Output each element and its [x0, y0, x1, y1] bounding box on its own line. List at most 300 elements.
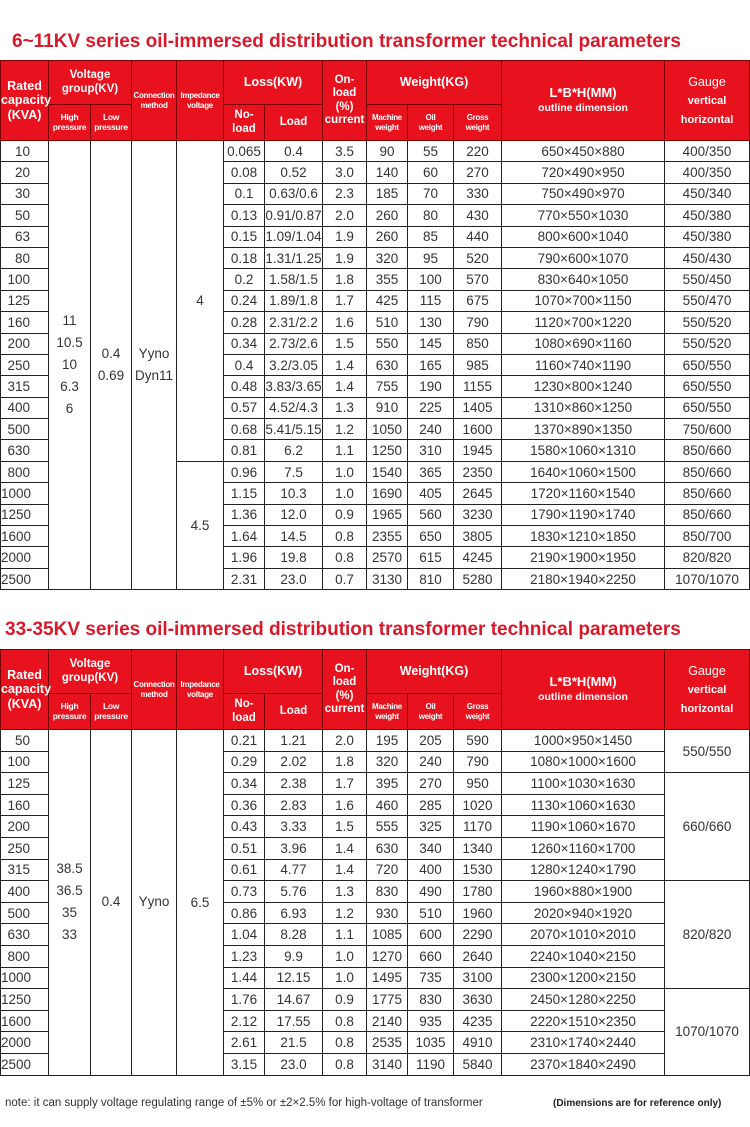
cell-gauge: 550/550 — [665, 730, 750, 773]
cell-dimension: 1070×700×1150 — [502, 290, 665, 311]
cell-gross-weight: 270 — [454, 162, 502, 183]
header-load: Load — [265, 694, 323, 730]
cell-capacity: 315 — [1, 376, 49, 397]
cell-current: 2.3 — [323, 183, 367, 204]
cell-oil-weight: 240 — [408, 751, 454, 773]
cell-no-load: 2.12 — [224, 1010, 265, 1032]
cell-gross-weight: 520 — [454, 247, 502, 268]
cell-oil-weight: 95 — [408, 247, 454, 268]
cell-current: 0.8 — [323, 1010, 367, 1032]
cell-no-load: 0.28 — [224, 312, 265, 333]
cell-load: 6.93 — [265, 902, 323, 924]
cell-dimension: 1120×700×1220 — [502, 312, 665, 333]
header-gauge — [665, 61, 750, 141]
cell-machine-weight: 3130 — [367, 568, 408, 589]
cell-gross-weight: 1020 — [454, 794, 502, 816]
cell-oil-weight: 400 — [408, 859, 454, 881]
cell-gross-weight: 1530 — [454, 859, 502, 881]
header-rated-capacity — [1, 61, 52, 141]
cell-high-pressure — [49, 730, 91, 1076]
cell-oil-weight: 190 — [408, 376, 454, 397]
cell-no-load: 0.48 — [224, 376, 265, 397]
cell-machine-weight: 1250 — [367, 440, 408, 461]
cell-capacity: 200 — [1, 333, 49, 354]
header-line: Rated — [7, 78, 42, 93]
header-impedance-voltage — [177, 650, 224, 730]
header-loss: Loss(KW) — [224, 650, 323, 694]
header-line: pressure — [52, 121, 87, 132]
cell-current: 1.9 — [323, 226, 367, 247]
header-line: (%) — [335, 689, 354, 702]
cell-capacity: 20 — [1, 162, 49, 183]
header-line: outline dimension — [538, 690, 628, 703]
cell-dimension: 1280×1240×1790 — [502, 859, 665, 881]
header-line: pressure — [94, 710, 128, 721]
cell-gross-weight: 2350 — [454, 461, 502, 482]
cell-load: 2.73/2.6 — [265, 333, 323, 354]
header-low-pressure — [91, 694, 132, 730]
cell-load: 0.63/0.6 — [265, 183, 323, 204]
header-high-pressure — [49, 105, 91, 141]
cell-capacity: 100 — [1, 751, 49, 773]
cell-current: 0.8 — [323, 1032, 367, 1054]
cell-oil-weight: 325 — [408, 816, 454, 838]
cell-capacity: 10 — [1, 141, 49, 162]
cell-gross-weight: 1960 — [454, 902, 502, 924]
cell-gauge: 450/340 — [665, 183, 750, 204]
cell-oil-weight: 55 — [408, 141, 454, 162]
header-line: pressure — [94, 121, 128, 132]
cell-gross-weight: 1780 — [454, 881, 502, 903]
cell-oil-weight: 340 — [408, 837, 454, 859]
cell-gross-weight: 790 — [454, 751, 502, 773]
header-line: voltage — [187, 100, 213, 110]
cell-current: 1.7 — [323, 290, 367, 311]
header-onload-current — [323, 61, 367, 141]
cell-capacity: 1000 — [1, 483, 49, 504]
header-machine-weight — [367, 694, 408, 730]
cell-no-load: 0.18 — [224, 247, 265, 268]
cell-gross-weight: 440 — [454, 226, 502, 247]
cell-no-load: 2.61 — [224, 1032, 265, 1054]
cell-load: 1.21 — [265, 730, 323, 752]
cell-current: 1.4 — [323, 376, 367, 397]
header-load: Load — [265, 105, 323, 141]
header-line: outline dimension — [538, 101, 628, 114]
cell-current: 1.6 — [323, 312, 367, 333]
cell-current: 2.0 — [323, 730, 367, 752]
cell-machine-weight: 1085 — [367, 924, 408, 946]
header-onload-current — [323, 650, 367, 730]
cell-oil-weight: 240 — [408, 419, 454, 440]
header-line: Voltage — [69, 658, 111, 671]
cell-no-load: 1.15 — [224, 483, 265, 504]
cell-capacity: 315 — [1, 859, 49, 881]
cell-load: 0.52 — [265, 162, 323, 183]
header-line: (KVA) — [7, 696, 42, 711]
cell-no-load: 0.73 — [224, 881, 265, 903]
cell-gauge: 820/820 — [665, 547, 750, 568]
cell-dimension: 1830×1210×1850 — [502, 526, 665, 547]
header-machine-weight — [367, 105, 408, 141]
cell-capacity: 2000 — [1, 1032, 49, 1054]
cell-no-load: 0.21 — [224, 730, 265, 752]
cell-current: 1.8 — [323, 751, 367, 773]
cell-gauge: 850/660 — [665, 461, 750, 482]
cell-oil-weight: 205 — [408, 730, 454, 752]
header-no-load: No-load — [224, 694, 265, 730]
cell-current: 1.5 — [323, 816, 367, 838]
header-line: Impedance — [180, 680, 220, 690]
table2-title: 33-35KV series oil-immersed distribution transformer technical parameters — [5, 619, 681, 640]
cell-capacity: 400 — [1, 881, 49, 903]
cell-connection-method — [132, 730, 177, 1076]
cell-gross-weight: 2640 — [454, 945, 502, 967]
header-line: group(KV) — [61, 82, 119, 95]
cell-load: 23.0 — [265, 1053, 323, 1075]
cell-machine-weight: 910 — [367, 397, 408, 418]
cell-gross-weight: 2645 — [454, 483, 502, 504]
header-line: Gross — [466, 702, 489, 712]
header-loss: Loss(KW) — [224, 61, 323, 105]
cell-oil-weight: 810 — [408, 568, 454, 589]
cell-current: 1.8 — [323, 269, 367, 290]
cell-machine-weight: 930 — [367, 902, 408, 924]
cell-gross-weight: 1945 — [454, 440, 502, 461]
table-row — [1, 141, 750, 162]
cell-oil-weight: 490 — [408, 881, 454, 903]
cell-gauge: 550/520 — [665, 333, 750, 354]
merged-line: 35 — [61, 905, 78, 921]
cell-dimension: 1160×740×1190 — [502, 354, 665, 375]
cell-no-load: 1.76 — [224, 989, 265, 1011]
cell-no-load: 0.43 — [224, 816, 265, 838]
cell-machine-weight: 1690 — [367, 483, 408, 504]
merged-line: 6.3 — [60, 379, 79, 395]
cell-gross-weight: 675 — [454, 290, 502, 311]
cell-machine-weight: 2535 — [367, 1032, 408, 1054]
cell-capacity: 250 — [1, 837, 49, 859]
merged-line: 33 — [61, 927, 78, 943]
cell-no-load: 0.81 — [224, 440, 265, 461]
cell-gross-weight: 2290 — [454, 924, 502, 946]
merged-line: 11 — [62, 313, 77, 329]
header-high-pressure — [49, 694, 91, 730]
header-line: L*B*H(MM) — [549, 674, 617, 690]
cell-load: 3.83/3.65 — [265, 376, 323, 397]
header-line: current — [324, 702, 365, 715]
cell-oil-weight: 1035 — [408, 1032, 454, 1054]
cell-low-pressure — [91, 730, 132, 1076]
cell-dimension: 1130×1060×1630 — [502, 794, 665, 816]
cell-no-load: 0.08 — [224, 162, 265, 183]
cell-machine-weight: 2355 — [367, 526, 408, 547]
header-line: (%) — [335, 100, 354, 113]
cell-load: 3.2/3.05 — [265, 354, 323, 375]
cell-current: 1.0 — [323, 967, 367, 989]
header-voltage-group — [49, 61, 132, 105]
cell-gross-weight: 950 — [454, 773, 502, 795]
cell-load: 2.02 — [265, 751, 323, 773]
cell-capacity: 160 — [1, 312, 49, 333]
cell-gross-weight: 1340 — [454, 837, 502, 859]
cell-machine-weight: 460 — [367, 794, 408, 816]
header-oil-weight — [408, 105, 454, 141]
cell-gross-weight: 850 — [454, 333, 502, 354]
cell-load: 4.52/4.3 — [265, 397, 323, 418]
header-gross-weight — [454, 694, 502, 730]
cell-current: 1.2 — [323, 419, 367, 440]
cell-machine-weight: 510 — [367, 312, 408, 333]
cell-oil-weight: 270 — [408, 773, 454, 795]
cell-oil-weight: 310 — [408, 440, 454, 461]
cell-gauge: 650/550 — [665, 376, 750, 397]
cell-current: 1.7 — [323, 773, 367, 795]
cell-gross-weight: 220 — [454, 141, 502, 162]
header-line: Voltage — [69, 69, 111, 82]
cell-load: 0.4 — [265, 141, 323, 162]
table1-title: 6~11KV series oil-immersed distribution transformer technical parameters — [12, 31, 681, 52]
cell-load: 10.3 — [265, 483, 323, 504]
header-line: voltage — [187, 689, 213, 699]
cell-current: 1.6 — [323, 794, 367, 816]
cell-gauge: 750/600 — [665, 419, 750, 440]
header-line: vertical — [687, 684, 727, 697]
cell-no-load: 0.51 — [224, 837, 265, 859]
cell-no-load: 0.36 — [224, 794, 265, 816]
merged-line: Yyno — [138, 894, 170, 910]
cell-capacity: 250 — [1, 354, 49, 375]
header-line: capacity — [1, 682, 52, 697]
cell-no-load: 0.15 — [224, 226, 265, 247]
cell-oil-weight: 660 — [408, 945, 454, 967]
cell-machine-weight: 720 — [367, 859, 408, 881]
cell-gauge: 1070/1070 — [665, 568, 750, 589]
cell-dimension: 1960×880×1900 — [502, 881, 665, 903]
cell-gross-weight: 790 — [454, 312, 502, 333]
cell-no-load: 1.44 — [224, 967, 265, 989]
cell-capacity: 1250 — [1, 989, 49, 1011]
cell-oil-weight: 85 — [408, 226, 454, 247]
merged-line: 0.4 — [101, 346, 121, 362]
header-impedance-voltage — [177, 61, 224, 141]
cell-oil-weight: 70 — [408, 183, 454, 204]
header-line: Machine — [372, 702, 402, 712]
header-weight: Weight(KG) — [367, 61, 502, 105]
cell-gauge: 550/450 — [665, 269, 750, 290]
cell-oil-weight: 80 — [408, 205, 454, 226]
cell-dimension: 1080×1000×1600 — [502, 751, 665, 773]
cell-dimension: 800×600×1040 — [502, 226, 665, 247]
cell-gauge: 850/700 — [665, 526, 750, 547]
cell-dimension: 750×490×970 — [502, 183, 665, 204]
header-line: weight — [375, 122, 399, 132]
header-line: Oil — [425, 113, 436, 123]
cell-capacity: 125 — [1, 773, 49, 795]
cell-capacity: 200 — [1, 816, 49, 838]
cell-current: 1.0 — [323, 945, 367, 967]
header-line: High — [60, 111, 79, 122]
cell-no-load: 0.57 — [224, 397, 265, 418]
header-line: pressure — [52, 710, 87, 721]
merged-line: 0.4 — [101, 894, 121, 910]
header-line: L*B*H(MM) — [549, 85, 617, 101]
cell-dimension: 1720×1160×1540 — [502, 483, 665, 504]
cell-no-load: 0.86 — [224, 902, 265, 924]
cell-no-load: 1.96 — [224, 547, 265, 568]
cell-current: 1.1 — [323, 924, 367, 946]
cell-capacity: 50 — [1, 205, 49, 226]
cell-machine-weight: 2140 — [367, 1010, 408, 1032]
cell-machine-weight: 1775 — [367, 989, 408, 1011]
cell-no-load: 0.1 — [224, 183, 265, 204]
cell-gross-weight: 1405 — [454, 397, 502, 418]
cell-current: 1.0 — [323, 483, 367, 504]
cell-capacity: 125 — [1, 290, 49, 311]
cell-capacity: 2500 — [1, 1053, 49, 1075]
cell-gross-weight: 985 — [454, 354, 502, 375]
cell-gauge: 400/350 — [665, 162, 750, 183]
cell-machine-weight: 1540 — [367, 461, 408, 482]
cell-gauge: 450/380 — [665, 226, 750, 247]
header-oil-weight — [408, 694, 454, 730]
header-line: horizontal — [680, 702, 734, 715]
cell-dimension: 790×600×1070 — [502, 247, 665, 268]
cell-capacity: 1000 — [1, 967, 49, 989]
cell-capacity: 100 — [1, 269, 49, 290]
header-gauge — [665, 650, 750, 730]
cell-no-load: 1.64 — [224, 526, 265, 547]
cell-load: 14.67 — [265, 989, 323, 1011]
cell-load: 19.8 — [265, 547, 323, 568]
header-line: weight — [418, 711, 443, 721]
cell-dimension: 1100×1030×1630 — [502, 773, 665, 795]
cell-gauge: 1070/1070 — [665, 989, 750, 1075]
cell-load: 1.31/1.25 — [265, 247, 323, 268]
cell-dimension: 1190×1060×1670 — [502, 816, 665, 838]
cell-current: 3.0 — [323, 162, 367, 183]
cell-gauge: 650/550 — [665, 354, 750, 375]
cell-current: 1.5 — [323, 333, 367, 354]
cell-dimension: 2070×1010×2010 — [502, 924, 665, 946]
cell-current: 1.9 — [323, 247, 367, 268]
header-dimension — [502, 61, 665, 141]
cell-oil-weight: 365 — [408, 461, 454, 482]
header-line: Low — [102, 111, 120, 122]
header-line: weight — [418, 122, 443, 132]
cell-load: 3.33 — [265, 816, 323, 838]
table-6-11kv — [0, 60, 750, 590]
cell-gross-weight: 4910 — [454, 1032, 502, 1054]
cell-capacity: 160 — [1, 794, 49, 816]
cell-oil-weight: 285 — [408, 794, 454, 816]
header-no-load: No-load — [224, 105, 265, 141]
cell-current: 1.1 — [323, 440, 367, 461]
cell-impedance-voltage: 6.5 — [177, 730, 224, 1076]
cell-dimension: 1080×690×1160 — [502, 333, 665, 354]
cell-dimension: 2310×1740×2440 — [502, 1032, 665, 1054]
cell-load: 0.91/0.87 — [265, 205, 323, 226]
cell-capacity: 50 — [1, 730, 49, 752]
cell-load: 12.15 — [265, 967, 323, 989]
cell-machine-weight: 320 — [367, 751, 408, 773]
cell-no-load: 0.61 — [224, 859, 265, 881]
cell-oil-weight: 130 — [408, 312, 454, 333]
cell-machine-weight: 3140 — [367, 1053, 408, 1075]
cell-oil-weight: 405 — [408, 483, 454, 504]
cell-capacity: 80 — [1, 247, 49, 268]
header-line: group(KV) — [61, 671, 119, 684]
header-line: current — [324, 113, 365, 126]
cell-dimension: 1640×1060×1500 — [502, 461, 665, 482]
cell-machine-weight: 185 — [367, 183, 408, 204]
cell-no-load: 0.68 — [224, 419, 265, 440]
cell-oil-weight: 60 — [408, 162, 454, 183]
header-line: Gauge — [688, 663, 726, 678]
header-dimension — [502, 650, 665, 730]
footer-disclaimer: (Dimensions are for reference only) — [553, 1098, 722, 1109]
cell-capacity: 2500 — [1, 568, 49, 589]
merged-line: 0.69 — [97, 368, 125, 384]
cell-oil-weight: 650 — [408, 526, 454, 547]
cell-capacity: 2000 — [1, 547, 49, 568]
cell-machine-weight: 260 — [367, 226, 408, 247]
header-line: High — [60, 700, 79, 711]
cell-no-load: 0.2 — [224, 269, 265, 290]
cell-machine-weight: 1965 — [367, 504, 408, 525]
header-line: horizontal — [680, 113, 734, 126]
cell-no-load: 0.065 — [224, 141, 265, 162]
cell-dimension: 830×640×1050 — [502, 269, 665, 290]
cell-capacity: 1600 — [1, 1010, 49, 1032]
cell-current: 0.9 — [323, 504, 367, 525]
cell-oil-weight: 115 — [408, 290, 454, 311]
cell-machine-weight: 195 — [367, 730, 408, 752]
merged-line: 38.5 — [56, 861, 83, 877]
cell-gross-weight: 1600 — [454, 419, 502, 440]
cell-current: 1.4 — [323, 837, 367, 859]
cell-capacity: 1600 — [1, 526, 49, 547]
cell-current: 2.0 — [323, 205, 367, 226]
merged-line: 10.5 — [56, 335, 83, 351]
cell-gauge: 550/520 — [665, 312, 750, 333]
cell-load: 17.55 — [265, 1010, 323, 1032]
cell-oil-weight: 510 — [408, 902, 454, 924]
cell-machine-weight: 1050 — [367, 419, 408, 440]
header-line: On-load — [332, 74, 357, 100]
header-line: vertical — [687, 95, 727, 108]
cell-dimension: 1230×800×1240 — [502, 376, 665, 397]
cell-gross-weight: 3630 — [454, 989, 502, 1011]
cell-oil-weight: 735 — [408, 967, 454, 989]
cell-dimension: 2190×1900×1950 — [502, 547, 665, 568]
cell-machine-weight: 1270 — [367, 945, 408, 967]
cell-current: 0.8 — [323, 547, 367, 568]
cell-dimension: 1370×890×1350 — [502, 419, 665, 440]
cell-no-load: 0.4 — [224, 354, 265, 375]
table-33-35kv — [0, 649, 750, 1076]
cell-capacity: 1250 — [1, 504, 49, 525]
cell-gross-weight: 430 — [454, 205, 502, 226]
cell-dimension: 1310×860×1250 — [502, 397, 665, 418]
table-row — [1, 730, 750, 752]
header-gross-weight — [454, 105, 502, 141]
header-rated-capacity — [1, 650, 52, 730]
header-line: (KVA) — [7, 107, 42, 122]
cell-no-load: 0.96 — [224, 461, 265, 482]
cell-machine-weight: 630 — [367, 354, 408, 375]
cell-gross-weight: 3805 — [454, 526, 502, 547]
